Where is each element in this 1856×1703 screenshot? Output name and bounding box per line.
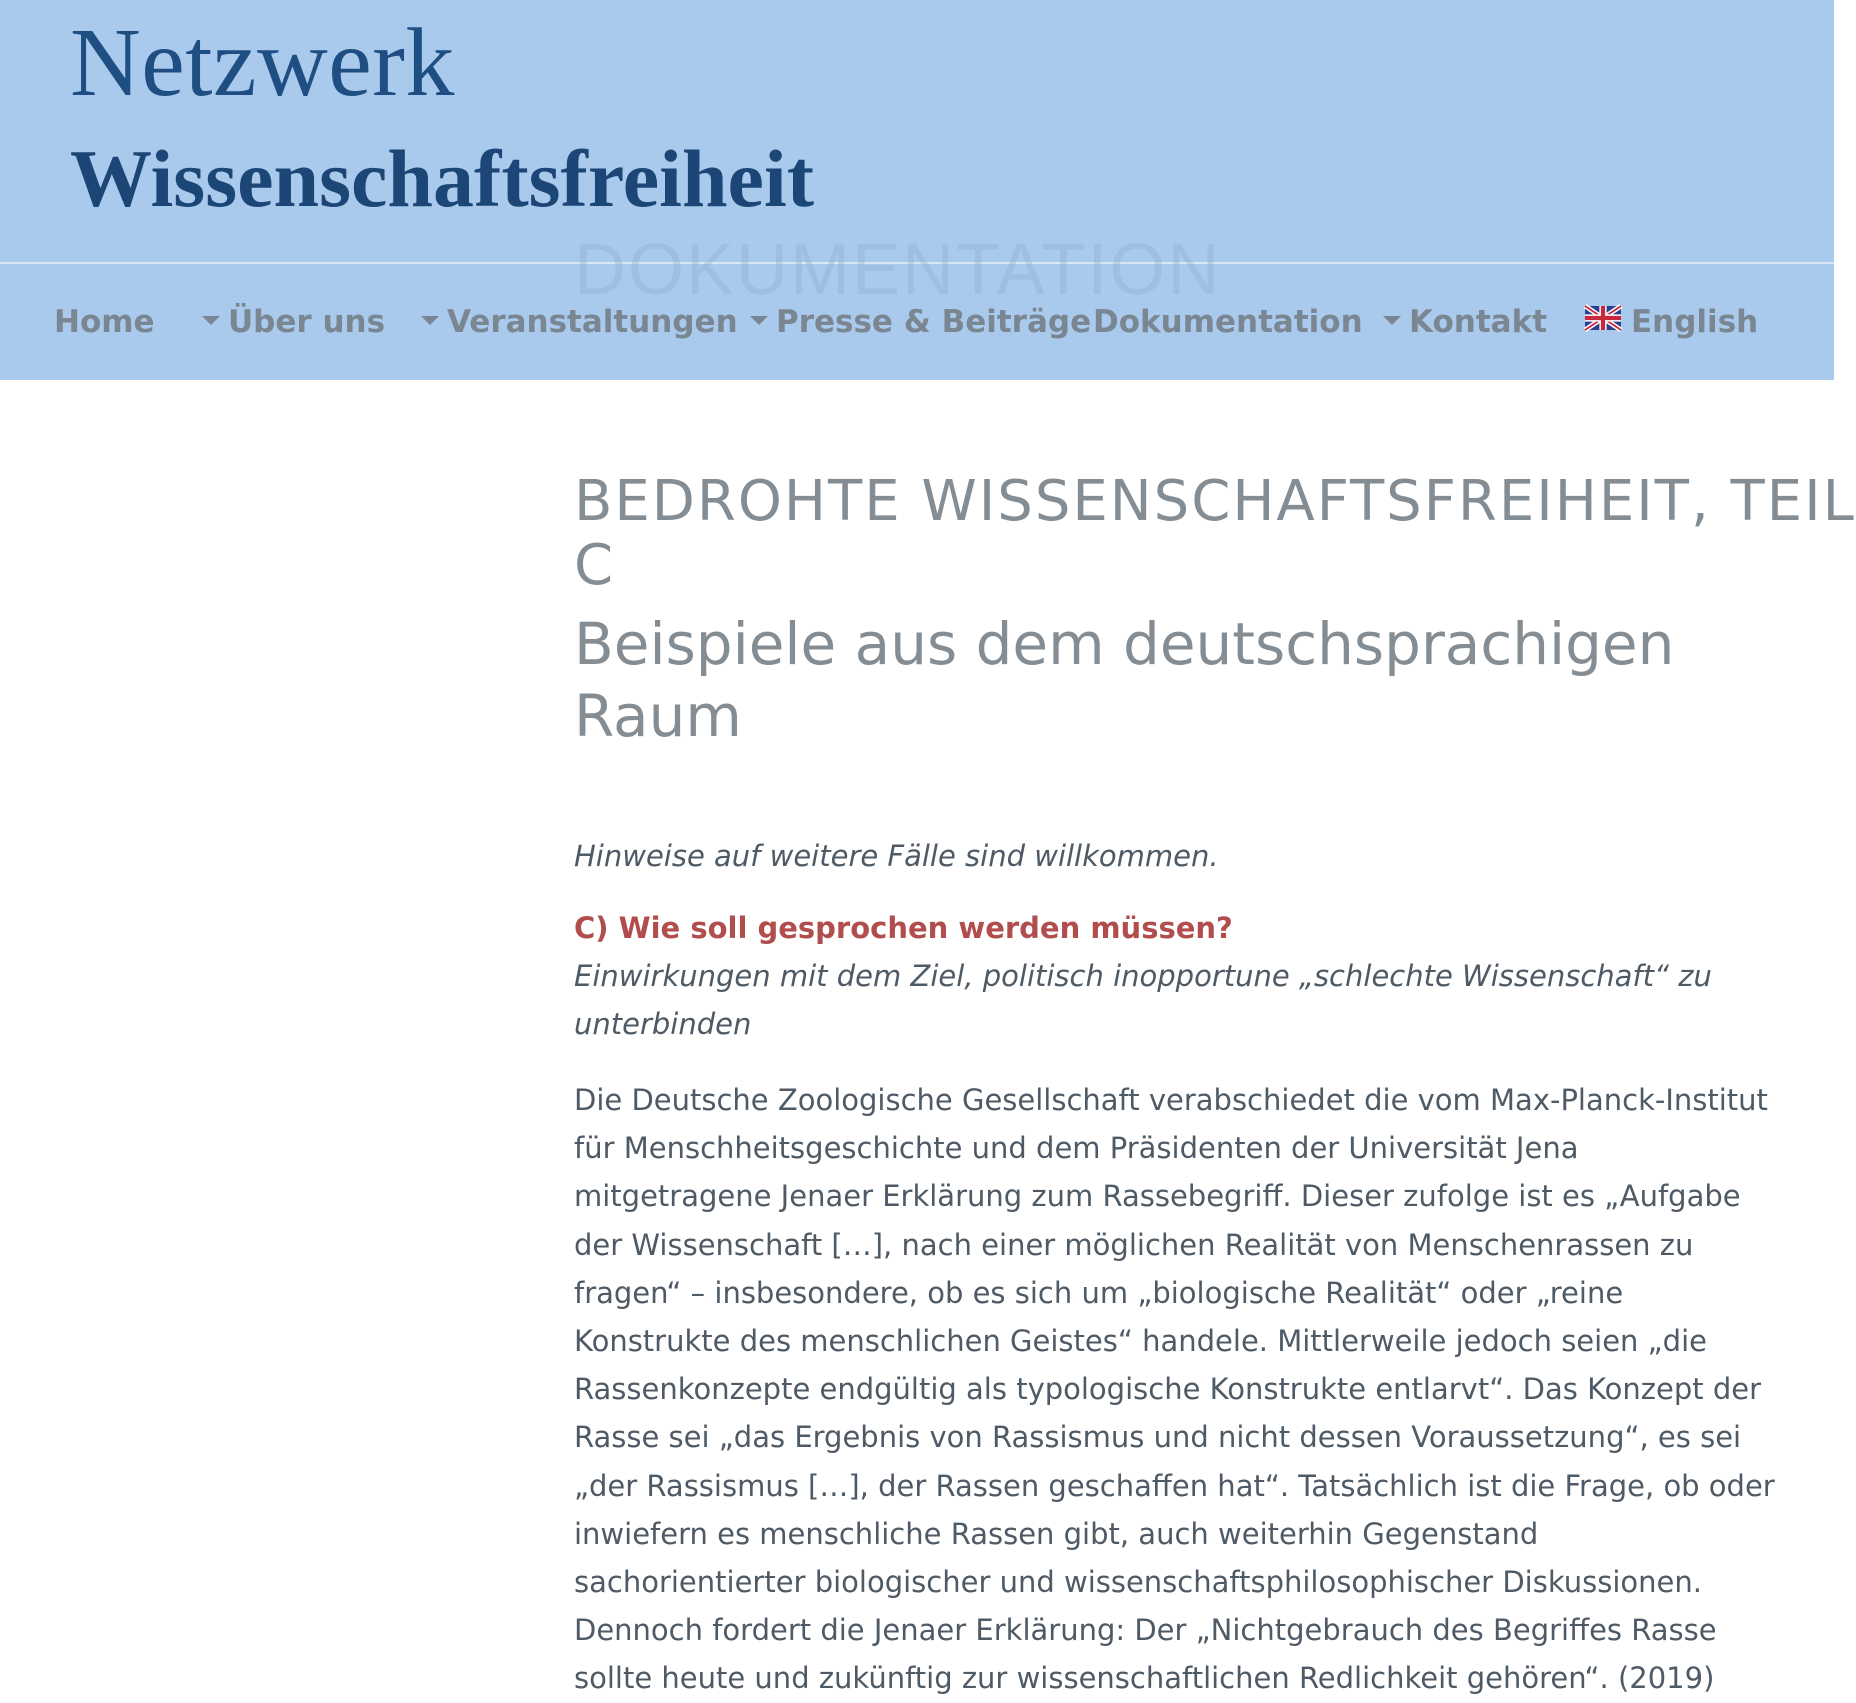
nav-item-dokumentation[interactable] [1093, 300, 1363, 344]
main-navigation [0, 300, 1834, 344]
nav-item-home[interactable] [54, 300, 155, 344]
nav-item-kontakt[interactable] [1383, 300, 1547, 344]
nav-item-english[interactable] [1585, 300, 1758, 344]
body-line: sachorientierter biologischer und wissenschaftsphilosophischer Diskussionen. [574, 1565, 1702, 1600]
body-line: Konstrukte des menschlichen Geistes“ handele. Mittlerweile jedoch seien „die [574, 1324, 1707, 1359]
nav-item-ueber-uns[interactable] [202, 300, 385, 344]
nav-item-veranstaltungen[interactable] [421, 300, 738, 344]
body-line: inwiefern es menschliche Rassen gibt, auch weiterhin Gegenstand [574, 1516, 1539, 1551]
body-paragraph [574, 1076, 1814, 1703]
page-title-line1: BEDROHTE WISSENSCHAFTSFREIHEIT, TEIL [574, 469, 1856, 534]
nav-item-label: Kontakt [1409, 304, 1548, 340]
site-logo-line2[interactable]: Wissenschaftsfreiheit [70, 133, 815, 224]
header-watermark: DOKUMENTATION [574, 230, 1222, 310]
site-header [0, 0, 1834, 380]
body-line: Rasse sei „das Ergebnis von Rassismus und nicht dessen Voraussetzung“, es sei [574, 1420, 1742, 1455]
page-title-line2: C [574, 533, 616, 598]
caret-down-icon [202, 316, 220, 325]
main-content [574, 469, 1856, 1703]
body-line: Dennoch fordert die Jenaer Erklärung: Der „Nichtgebrauch des Begriffes Rasse [574, 1613, 1717, 1648]
section-subheading [574, 952, 1814, 1048]
nav-item-label: Dokumentation [1093, 304, 1363, 340]
body-line: „der Rassismus […], der Rassen geschaffen hat“. Tatsächlich ist die Frage, ob oder [574, 1468, 1775, 1503]
site-logo-line1[interactable]: Netzwerk [70, 9, 455, 117]
page-subtitle: Beispiele aus dem deutschsprachigen Raum [574, 610, 1675, 750]
body-line: Rassenkonzepte endgültig als typologische Konstrukte entlarvt“. Das Konzept der [574, 1372, 1762, 1407]
section-heading: C) Wie soll gesprochen werden müssen? [574, 911, 1233, 945]
caret-down-icon [750, 316, 768, 325]
caret-down-icon [421, 316, 439, 325]
body-line: fragen“ – insbesondere, ob es sich um „biologische Realität“ oder „reine [574, 1275, 1624, 1310]
uk-flag-icon [1585, 306, 1621, 330]
body-line: der Wissenschaft […], nach einer möglichen Realität von Menschenrassen zu [574, 1227, 1694, 1262]
nav-item-presse-beitraege[interactable] [750, 300, 1091, 344]
nav-item-label: English [1631, 304, 1759, 340]
page-title [574, 469, 1856, 598]
nav-item-label: Über uns [228, 304, 386, 340]
body-line: für Menschheitsgeschichte und dem Präsidenten der Universität Jena [574, 1131, 1579, 1166]
body-line: Die Deutsche Zoologische Gesellschaft verabschiedet die vom Max-Planck-Institut [574, 1083, 1768, 1117]
body-line: mitgetragene Jenaer Erklärung zum Rassebegriff. Dieser zufolge ist es „Aufgabe [574, 1179, 1741, 1214]
section-subheading-line: unterbinden [574, 1007, 752, 1041]
nav-item-label: Home [54, 304, 155, 340]
section-subheading-line: Einwirkungen mit dem Ziel, politisch inopportune „schlechte Wissenschaft“ zu [574, 959, 1712, 993]
hint-text: Hinweise auf weitere Fälle sind willkommen. [574, 839, 1219, 873]
caret-down-icon [1383, 316, 1401, 325]
nav-item-label: Presse & Beiträge [776, 304, 1092, 340]
body-line: sollte heute und zukünftig zur wissenschaftlichen Redlichkeit gehören“. (2019) [574, 1661, 1715, 1696]
nav-item-label: Veranstaltungen [447, 304, 738, 340]
